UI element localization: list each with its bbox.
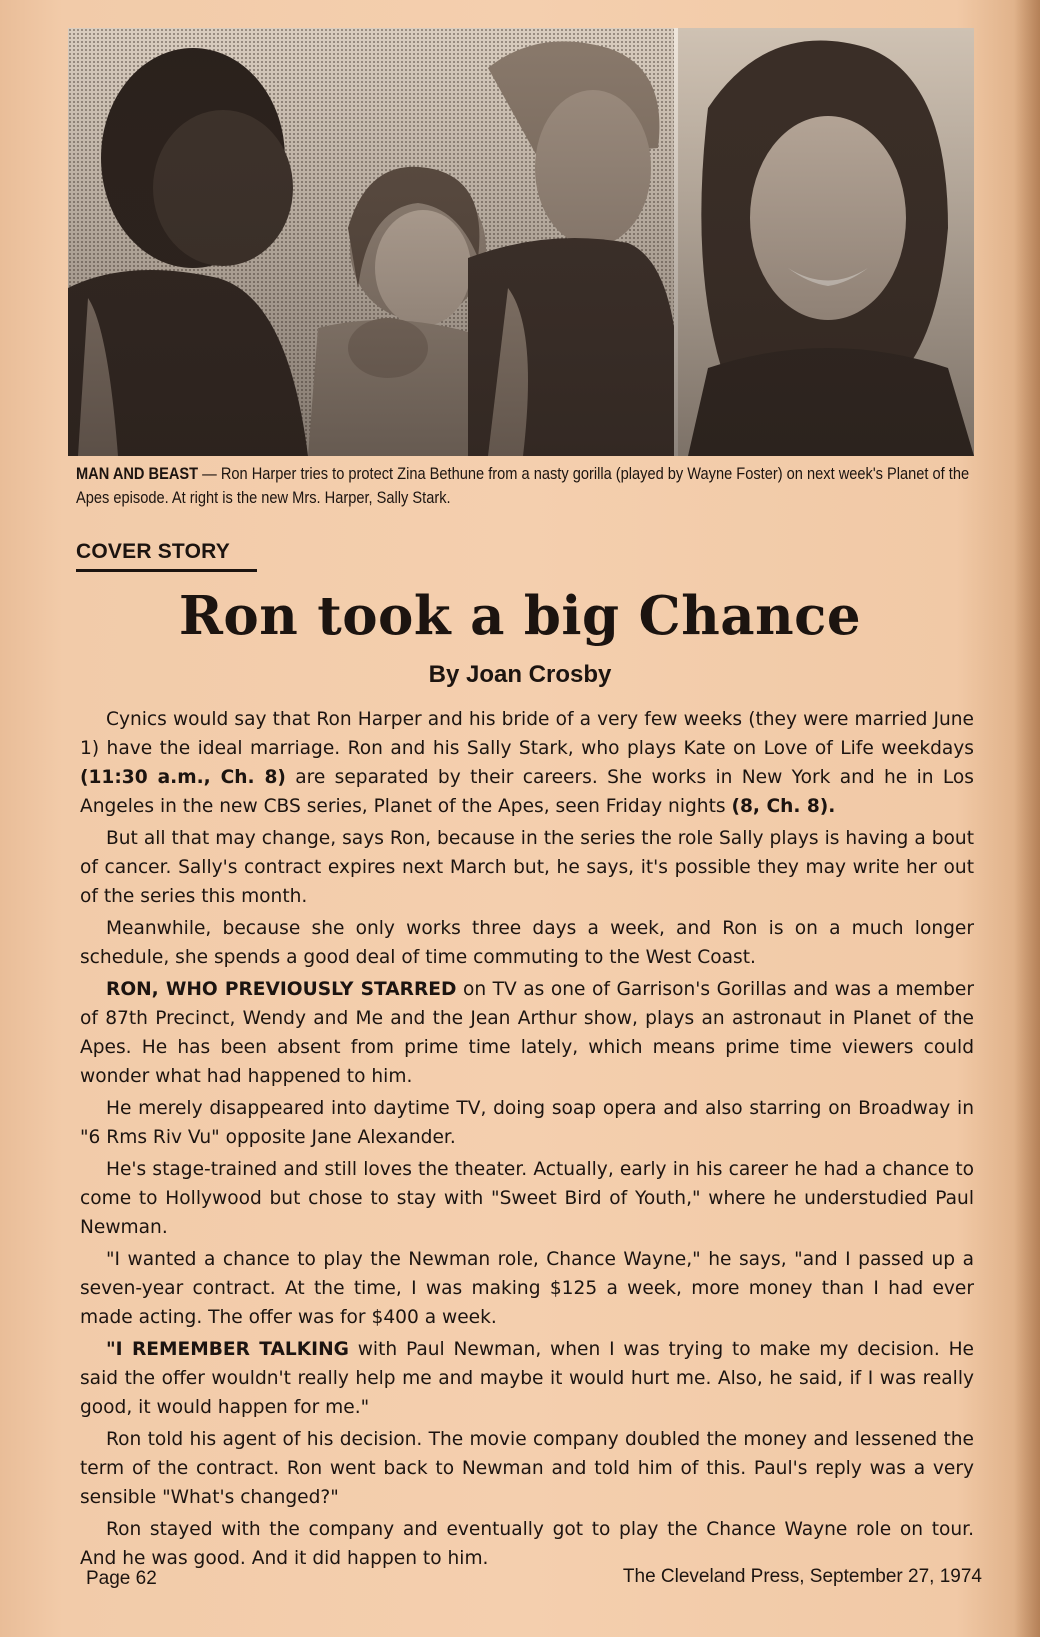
broadcast-time: (8, Ch. 8). — [731, 796, 836, 817]
page-edge-shadow — [1014, 0, 1040, 1637]
text-run: with Paul Newman, when I was trying to make my decision. He said the offer wouldn't really help me and maybe it would hurt me. Also, he said, if I was really good, it would happen for me." — [80, 1339, 974, 1418]
paragraph: Meanwhile, because she only works three days a week, and Ron is on a much longer schedule, she spends a good deal of time commuting to the West Coast. — [80, 918, 974, 968]
paragraph: He merely disappeared into daytime TV, doing soap opera and also starring on Broadway in "6 Rms Riv Vu" opposite Jane Alexander. — [80, 1098, 974, 1148]
paragraph — [80, 1335, 974, 1422]
caption-lead: MAN AND BEAST — [76, 464, 199, 483]
paragraph — [80, 705, 974, 821]
paragraph: Ron stayed with the company and eventually got to play the Chance Wayne role on tour. And he was good. And it did happen to him. — [80, 1519, 974, 1569]
article-body — [80, 705, 974, 1576]
cover-photo — [68, 28, 974, 456]
text-run: on TV as one of Garrison's Gorillas and was a member of 87th Precinct, Wendy and Me and the Jean Arthur show, plays an astronaut in Planet of the Apes. He has been absent from prime time lately, which means prime time viewers could wonder what had happened to him. — [80, 979, 974, 1087]
headline: Ron took a big Chance — [178, 585, 862, 647]
lead-in: "I REMEMBER TALKING — [106, 1339, 349, 1360]
page-number: Page 62 — [86, 1568, 157, 1589]
lead-in: RON, WHO PREVIOUSLY STARRED — [106, 979, 457, 1000]
caption-text: — Ron Harper tries to protect Zina Bethune from a nasty gorilla (played by Wayne Foster) on next week's Planet of the Apes episode. At right is the new Mrs. Harper, Sally Stark. — [76, 464, 970, 507]
byline: By Joan Crosby — [428, 661, 612, 688]
paragraph: "I wanted a chance to play the Newman role, Chance Wayne," he says, "and I passed up a seven-year contract. At the time, I was making $125 a week, more money than I had ever made acting. The offer was for $400 a week. — [80, 1249, 974, 1328]
paragraph — [80, 975, 974, 1091]
paragraph: He's stage-trained and still loves the theater. Actually, early in his career he had a chance to come to Hollywood but chose to stay with "Sweet Bird of Youth," where he understudied Paul Newman. — [80, 1159, 974, 1238]
publication-line: The Cleveland Press, September 27, 1974 — [622, 1566, 982, 1587]
paragraph: Ron told his agent of his decision. The movie company doubled the money and lessened the term of the contract. Ron went back to Newman and told him of this. Paul's reply was a very sensible "What's changed?" — [80, 1429, 974, 1508]
photo-caption — [76, 462, 977, 510]
paragraph: But all that may change, says Ron, because in the series the role Sally plays is having a bout of cancer. Sally's contract expires next March but, he says, it's possible they may write her out of the series this month. — [80, 828, 974, 907]
text-run: are separated by their careers. She works in New York and he in Los Angeles in the new CBS series, Planet of the Apes, seen Friday nights — [80, 767, 974, 817]
text-run: Cynics would say that Ron Harper and his bride of a very few weeks (they were married June 1) have the ideal marriage. Ron and his Sally Stark, who plays Kate on Love of Life weekdays — [80, 709, 974, 759]
broadcast-time: (11:30 a.m., Ch. 8) — [80, 767, 286, 788]
section-label: COVER STORY — [76, 540, 230, 563]
section-rule — [76, 569, 257, 572]
